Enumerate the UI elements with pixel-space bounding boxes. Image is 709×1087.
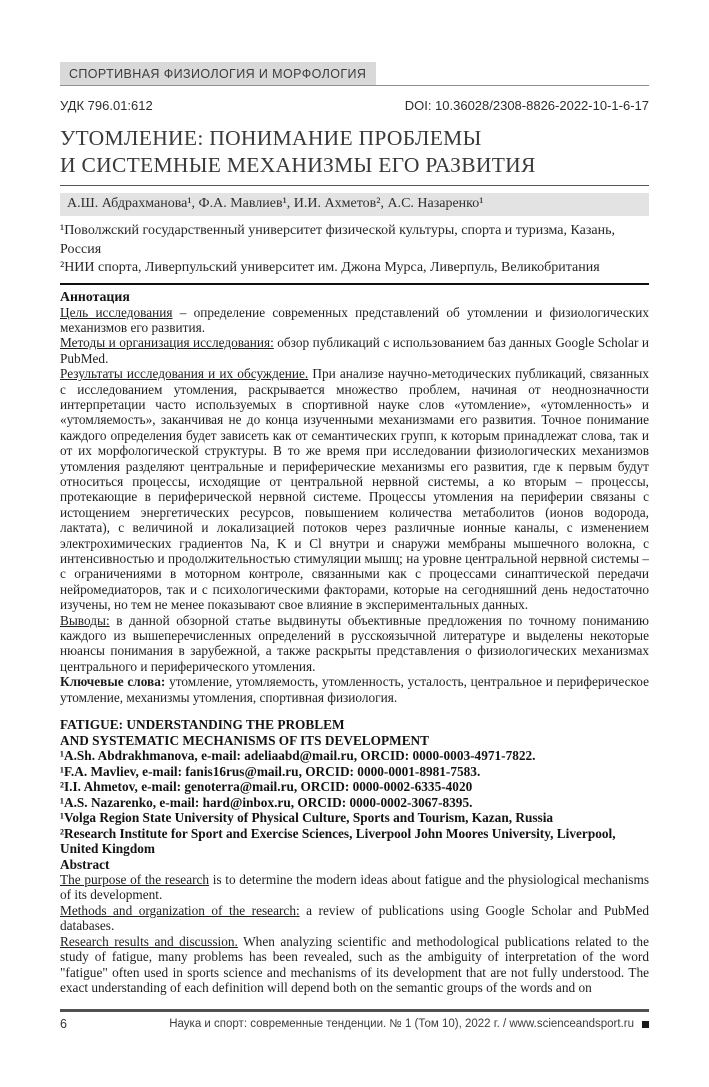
abstract-ru-section bbox=[60, 289, 649, 706]
page-number: 6 bbox=[60, 1017, 67, 1031]
doi-label: DOI: 10.36028/2308-8826-2022-10-1-6-17 bbox=[404, 98, 649, 113]
abstract-divider-rule bbox=[60, 283, 649, 285]
paragraph-lead: Research results and discussion. bbox=[60, 933, 238, 949]
en-affiliations bbox=[60, 810, 649, 857]
authors-line: А.Ш. Абдрахманова¹, Ф.А. Мавлиев¹, И.И. Ахметов², А.С. Назаренко¹ bbox=[60, 193, 649, 216]
paragraph-lead: Выводы: bbox=[60, 612, 110, 628]
abstract-ru-heading: Аннотация bbox=[60, 288, 130, 304]
section-category-label: СПОРТИВНАЯ ФИЗИОЛОГИЯ И МОРФОЛОГИЯ bbox=[60, 62, 376, 85]
paragraph-lead: The purpose of the research bbox=[60, 872, 210, 888]
section-band-rule bbox=[60, 62, 649, 86]
journal-info: Наука и спорт: современные тенденции. № 1 (Том 10), 2022 г. / www.scienceandsport.ru bbox=[169, 1018, 634, 1030]
abstract-en-section bbox=[60, 717, 649, 995]
en-title-line-2: AND SYSTEMATIC MECHANISMS OF ITS DEVELOPMENT bbox=[60, 732, 430, 748]
footer-journal-block bbox=[169, 1018, 649, 1030]
abstract-paragraph: Цель исследования – определение современных представлений об утомлении и физиологических механизмов его развития. bbox=[60, 304, 649, 335]
author-credit-line: ¹F.A. Mavliev, e-mail: fanis16rus@mail.ru, ORCID: 0000-0001-8981-7583. bbox=[60, 763, 481, 779]
abstract-paragraph: Методы и организация исследования: обзор публикаций с использованием баз данных Google Scholar и PubMed. bbox=[60, 335, 649, 366]
paragraph-lead: Цель исследования bbox=[60, 304, 173, 320]
paragraph-lead: Methods and organization of the research: bbox=[60, 902, 300, 918]
meta-row bbox=[60, 98, 649, 113]
en-author-credits bbox=[60, 748, 649, 810]
affiliation-line: ²НИИ спорта, Ливерпульский университет им. Джона Мурса, Ливерпуль, Великобритания bbox=[60, 260, 600, 275]
abstract-paragraph: Ключевые слова: утомление, утомляемость, утомленность, усталость, центральное и периферическое утомление, механизмы утомления, спортивная физиология. bbox=[60, 674, 649, 705]
author-credit-line: ¹A.S. Nazarenko, e-mail: hard@inbox.ru, ORCID: 0000-0002-3067-8395. bbox=[60, 794, 473, 810]
article-title bbox=[60, 125, 649, 179]
paragraph-lead: Методы и организация исследования: bbox=[60, 335, 274, 351]
article-title-line-1: УТОМЛЕНИЕ: ПОНИМАНИЕ ПРОБЛЕМЫ bbox=[60, 126, 482, 150]
abstract-en-body bbox=[60, 872, 649, 995]
author-credit-line: ¹A.Sh. Abdrakhmanova, e-mail: adeliaabd@mail.ru, ORCID: 0000-0003-4971-7822. bbox=[60, 748, 536, 764]
author-credit-line: ²I.I. Ahmetov, e-mail: genoterra@mail.ru, ORCID: 0000-0002-6335-4020 bbox=[60, 779, 473, 795]
abstract-paragraph: Результаты исследования и их обсуждение. При анализе научно-методических публикаций, связанных с исследованием утомления, раскрывается множество проблем, начиная от неоднозначности интерпретации часто используемых в спортивной науке слов «утомление», «утомленность» и «утомляемость», заканчивая не до конца изученными механизмами его развития. Точное понимание каждого определения будет зависеть как от семантических групп, к которым принадлежат слова, так и от их морфологической структуры. В то же время при исследовании физиологических механизмов утомления разделяют центральные и периферические механизмы его развития, где к первым будут относиться процессы, исходящие от центральной нервной системы, а ко вторым – процессы, протекающие в периферической нервной системе. Процессы утомления на периферии связаны с истощением энергетических ресурсов, повышением количества метаболитов (ионов водорода, лактата), с величиной и локализацией потоков через различные ионные каналы, с изменением электрохимических градиентов Na, K и Cl внутри и снаружи мембраны мышечного волокна, с интенсивностью и продолжительностью стимуляции мышц; на уровне центральной нервной системы – с ограничениями в моторном контроле, связанными как с процессами синаптической передачи нейромедиаторов, так и с психологическими факторами, которые на сегодняшний день недостаточно изучены, но тем не менее показывают свое влияние в экспериментальных данных. bbox=[60, 366, 649, 613]
affiliation-line-en: ²Research Institute for Sport and Exercise Sciences, Liverpool John Moores University, Liverpool, United Kingdom bbox=[60, 825, 616, 857]
affiliation-line: ¹Поволжский государственный университет физической культуры, спорта и туризма, Казань, Россия bbox=[60, 223, 616, 257]
paragraph-lead: Результаты исследования и их обсуждение. bbox=[60, 366, 309, 382]
abstract-paragraph-en: Research results and discussion. When analyzing scientific and methodological publications related to the study of fatigue, many problems has been revealed, such as the ambiguity of interpretation of the word "fatigue" often used in sports science and mechanisms of its development that are not fully understood. The exact understanding of each definition will depend both on the semantic groups of the words and on bbox=[60, 933, 649, 995]
end-marker-square-icon bbox=[642, 1021, 649, 1028]
abstract-en-heading: Abstract bbox=[60, 856, 110, 872]
abstract-ru-body bbox=[60, 305, 649, 706]
en-title-line-1: FATIGUE: UNDERSTANDING THE PROBLEM bbox=[60, 717, 345, 733]
affiliation-line-en: ¹Volga Region State University of Physical Culture, Sports and Tourism, Kazan, Russia bbox=[60, 810, 554, 826]
page-content bbox=[60, 0, 649, 1004]
article-title-line-2: И СИСТЕМНЫЕ МЕХАНИЗМЫ ЕГО РАЗВИТИЯ bbox=[60, 153, 536, 177]
page-footer bbox=[60, 1009, 649, 1031]
affiliations-ru bbox=[60, 222, 649, 278]
paragraph-lead: Ключевые слова: bbox=[60, 674, 166, 690]
abstract-paragraph-en: Methods and organization of the research: a review of publications using Google Scholar and PubMed databases. bbox=[60, 902, 649, 934]
title-divider-rule bbox=[60, 185, 649, 186]
abstract-paragraph-en: The purpose of the research is to determine the modern ideas about fatigue and the physiological mechanisms of its development. bbox=[60, 872, 649, 903]
abstract-paragraph: Выводы: в данной обзорной статье выдвинуты объективные предложения по точному пониманию каждого из вышеперечисленных определений в русскоязычной литературе и выделены некоторые нюансы понимания в зарубежной, а также раскрыты представления о физиологических механизмах центрального и периферического утомления. bbox=[60, 612, 649, 674]
udc-label: УДК 796.01:612 bbox=[60, 98, 153, 113]
